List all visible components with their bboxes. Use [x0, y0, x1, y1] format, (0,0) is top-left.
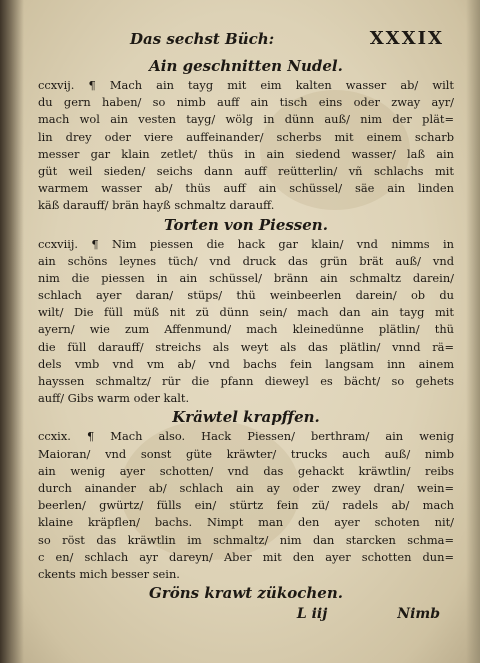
text-line: warmem wasser ab/ thüs auff ain schüssel/ säe ain linden [38, 181, 454, 196]
text-line: ckents mich besser sein. [38, 566, 180, 581]
text-column [38, 28, 454, 626]
page-footer [38, 606, 454, 626]
text-line: güt weil sieden/ seichs dann auff reütterlin/ vñ schlachs mit [38, 163, 454, 178]
catchword: Nimb [397, 606, 440, 623]
text-line: beerlen/ gwürtz/ fülls ein/ stürtz fein zü/ radels ab/ mach [38, 498, 454, 513]
text-line: nim die piessen in ain schüssel/ bränn ain schmaltz darein/ [38, 270, 454, 285]
text-line: schlach ayer daran/ stüps/ thü weinbeerlen darein/ ob du [38, 288, 454, 303]
section-body [38, 428, 454, 583]
text-line: ain wenig ayer schotten/ vnd das gehackt kräwtlin/ reibs [38, 463, 454, 478]
text-line: hayssen schmaltz/ rür die pfann dieweyl es bächt/ so gehets [38, 374, 454, 388]
section-title: Ain geschnitten Nudel. [149, 57, 343, 75]
folio-number: XXXIX [369, 28, 444, 49]
section-body [38, 236, 454, 408]
section-body [38, 77, 454, 215]
text-line: klaine kräpflen/ bachs. Nimpt man den ayer schoten nit/ [38, 515, 454, 530]
text-line: so röst das kräwtlin im schmaltz/ nim dan starcken schma= [38, 532, 454, 547]
text-line: auff/ Gibs warm oder kalt. [38, 391, 190, 406]
section-title: Torten von Piessen. [164, 215, 328, 234]
text-line: wilt/ Die füll müß nit zü dünn sein/ mach dan ain tayg mit [38, 305, 454, 320]
signature-mark: L iij [296, 606, 328, 623]
text-line: ccxix. ¶ Mach also. Hack Piessen/ berthram/ ain wenig [38, 429, 454, 444]
binding-shadow [0, 0, 24, 663]
section-title: Gröns krawt zükochen. [149, 584, 343, 603]
text-line: ayern/ wie zum Affenmund/ mach kleinedünne plätlin/ thü [38, 322, 454, 337]
page-edge [466, 0, 480, 663]
text-line: mach wol ain vesten tayg/ wölg in dünn auß/ nim der plät= [38, 112, 454, 127]
text-line: die füll darauff/ streichs als weyt als das plätlin/ vnnd rä= [38, 339, 454, 354]
page-header [130, 28, 454, 56]
text-line: ain schöns leynes tüch/ vnd druck das grün brät auß/ vnd [38, 253, 454, 268]
text-line: messer gar klain zetlet/ thüs in ain siedend wasser/ laß ain [38, 146, 454, 161]
text-line: Maioran/ vnd sonst güte kräwter/ trucks auch auß/ nimb [38, 446, 454, 461]
text-line: c en/ schlach ayr dareyn/ Aber mit den ayer schotten dun= [38, 549, 454, 564]
text-line: du gern haben/ so nimb auff ain tisch eins oder zway ayr/ [38, 95, 454, 110]
text-line: ccxviij. ¶ Nim piessen die hack gar klain/ vnd nimms in [38, 236, 454, 251]
section-title: Kräwtel krapffen. [172, 408, 320, 427]
text-line: lin drey oder viere auffeinander/ scherbs mit einem scharb [38, 129, 454, 144]
text-line: durch ainander ab/ schlach ain ay oder zwey dran/ wein= [38, 480, 454, 495]
text-line: käß darauff/ brän hayß schmaltz darauff. [38, 198, 275, 213]
text-line: ccxvij. ¶ Mach ain tayg mit eim kalten wasser ab/ wilt [38, 78, 454, 92]
running-head: Das sechst Büch: [130, 30, 275, 48]
text-line: dels vmb vnd vm ab/ vnd bachs fein langsam inn ainem [38, 356, 454, 371]
